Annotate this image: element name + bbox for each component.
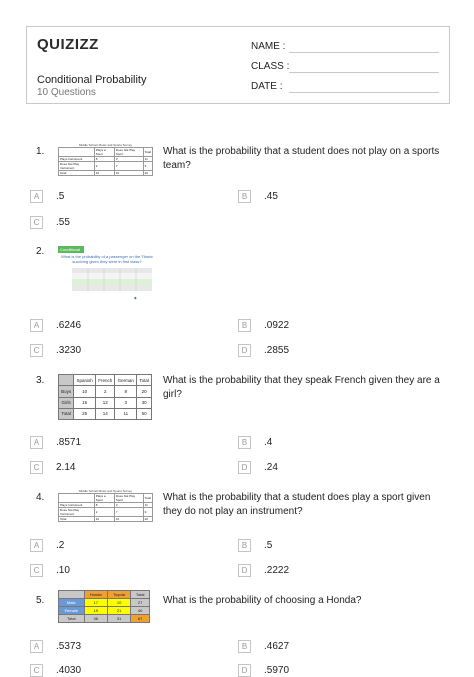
option-value: .10 [56,565,70,576]
option-letter: B [238,190,251,203]
table-cell: 10 [114,517,143,522]
option-value: .5373 [56,641,82,652]
option-letter: A [30,319,43,332]
table-cell: Boys [59,386,74,397]
option-value: .6246 [56,320,82,331]
table-cell [59,591,85,599]
option-value: .4627 [264,641,290,652]
question-image [58,374,152,420]
option-value: 2.14 [56,462,76,473]
option-letter: C [30,216,43,229]
question-number: 3. [36,375,45,386]
table-cell: Does Not Play Instrument [59,162,95,171]
table-cell: 50 [137,408,152,419]
question-image [58,489,153,521]
table-cell: Total [137,375,152,386]
option-letter: A [30,436,43,449]
worksheet-title: Conditional Probability [37,74,147,86]
question-number: 5. [36,595,45,606]
name-line [289,52,439,53]
table-cell: 11 [115,408,137,419]
table-cell: 3 [115,397,137,408]
table-cell [59,494,95,503]
class-label: CLASS : [251,61,290,72]
table-cell: Does Not Play Instrument [59,508,95,517]
question-number: 4. [36,492,45,503]
table-cell: 20 [143,517,152,522]
option-letter: C [30,344,43,357]
table-cell: Total [59,615,85,623]
date-label: DATE : [251,81,283,92]
table-cell: French [96,375,115,386]
table-cell: Plays Instrument [59,157,95,162]
name-field[interactable] [251,41,285,52]
option-letter: D [238,664,251,677]
table-cell: 3 [114,157,143,162]
table-cell: Plays a Sport [94,494,114,503]
table-cell: Total [131,591,150,599]
table-cell: 8 [115,386,137,397]
option-value: .2 [56,540,65,551]
option-letter: C [30,664,43,677]
table-cell: Total [143,494,152,503]
table-cell: 40 [131,607,150,615]
table-cell: 25 [74,408,96,419]
question-image [58,143,153,175]
option-letter: B [238,436,251,449]
option-value: .55 [56,217,70,228]
option-letter: A [30,190,43,203]
option-letter: B [238,539,251,552]
option-value: .5 [56,191,65,202]
date-line [289,92,439,93]
conditional-tag: Conditional [58,246,84,253]
class-line [289,72,439,73]
question-text: What is the probability of choosing a Honda? [163,595,362,606]
car-brand-table [58,590,150,623]
table-cell: 21 [107,607,130,615]
option-letter: B [238,319,251,332]
question-text: What is the probability that they speak French given they are a girl? [163,375,440,400]
option-value: .8571 [56,437,82,448]
name-label: NAME : [251,41,286,52]
table-cell: 7 [114,508,143,517]
table-cell [59,375,74,386]
table-cell: 2 [94,162,114,171]
table-cell: 8 [94,503,114,508]
table-cell: 9 [143,508,152,517]
option-value: .0922 [264,320,290,331]
option-value: .4 [264,437,273,448]
table-cell: 7 [114,162,143,171]
option-letter: C [30,461,43,474]
question-image [58,590,150,623]
table-cell: 31 [107,615,130,623]
table-cell: 8 [94,157,114,162]
option-letter: C [30,564,43,577]
table-cell: Girls [59,397,74,408]
table-cell: 10 [107,599,130,607]
table-cell: Does Not Play Sport [114,494,143,503]
table-cell: Male [59,599,85,607]
table-cell: Total [59,171,95,176]
option-value: .3230 [56,345,82,356]
table-cell: Does Not Play Sport [114,148,143,157]
language-table [58,374,152,420]
table-cell: 67 [131,615,150,623]
table-cell: 20 [137,386,152,397]
option-letter: D [238,564,251,577]
table-cell [59,148,95,157]
question-number: 1. [36,146,45,157]
table-cell: 17 [84,599,107,607]
option-value: .5970 [264,665,290,676]
table-cell: 3 [114,503,143,508]
table-cell: 10 [94,171,114,176]
question-number: 2. [36,246,45,257]
table-cell: 14 [96,408,115,419]
table-cell: 15 [74,397,96,408]
survey-table [58,493,153,522]
question-text: What is the probability that a student does play a sport given they do not play an instrument? [163,492,431,517]
option-letter: B [238,640,251,653]
table-cell: 27 [131,599,150,607]
table-cell: Plays Instrument [59,503,95,508]
table-cell: 10 [74,386,96,397]
table-cell: 36 [84,615,107,623]
table-cell: Total [143,148,152,157]
table-cell: Plays a Sport [94,148,114,157]
table-cell: 19 [84,607,107,615]
option-letter: A [30,640,43,653]
table-cell: 30 [137,397,152,408]
question-image [58,246,156,304]
titanic-table-graphic [72,268,154,302]
option-letter: A [30,539,43,552]
table-caption: Middle School Music and Sports Survey [78,143,133,147]
table-cell: Female [59,607,85,615]
table-cell: German [115,375,137,386]
table-cell: 10 [94,517,114,522]
survey-table [58,147,153,176]
table-caption: Middle School Music and Sports Survey [78,489,133,493]
question-count: 10 Questions [37,87,96,98]
question-text: What is the probability that a student does not play on a sports team? [163,146,440,171]
date-field[interactable] [251,81,282,92]
table-cell: 11 [143,157,152,162]
option-value: .24 [264,462,278,473]
table-cell: 11 [143,503,152,508]
option-value: .45 [264,191,278,202]
table-cell: Toyota [107,591,130,599]
option-value: .2855 [264,345,290,356]
worksheet-header [26,26,450,104]
option-value: .4030 [56,665,82,676]
svg-text:◆: ◆ [134,296,137,300]
quizizz-logo: QUIZIZZ [37,36,99,53]
table-cell: Spanish [74,375,96,386]
table-cell: Total [59,408,74,419]
table-cell: 10 [114,171,143,176]
table-cell: Honda [84,591,107,599]
table-cell: Total [59,517,95,522]
table-cell: 20 [143,171,152,176]
table-cell: 12 [96,397,115,408]
option-letter: D [238,344,251,357]
table-cell: 2 [94,508,114,517]
table-cell: 2 [96,386,115,397]
option-letter: D [238,461,251,474]
option-value: .2222 [264,565,290,576]
table-cell: 9 [143,162,152,171]
option-value: .5 [264,540,273,551]
image-prompt: What is the probability of a passenger on the Titanic surviving given they were in first class? [61,254,153,264]
class-field[interactable] [251,61,289,72]
